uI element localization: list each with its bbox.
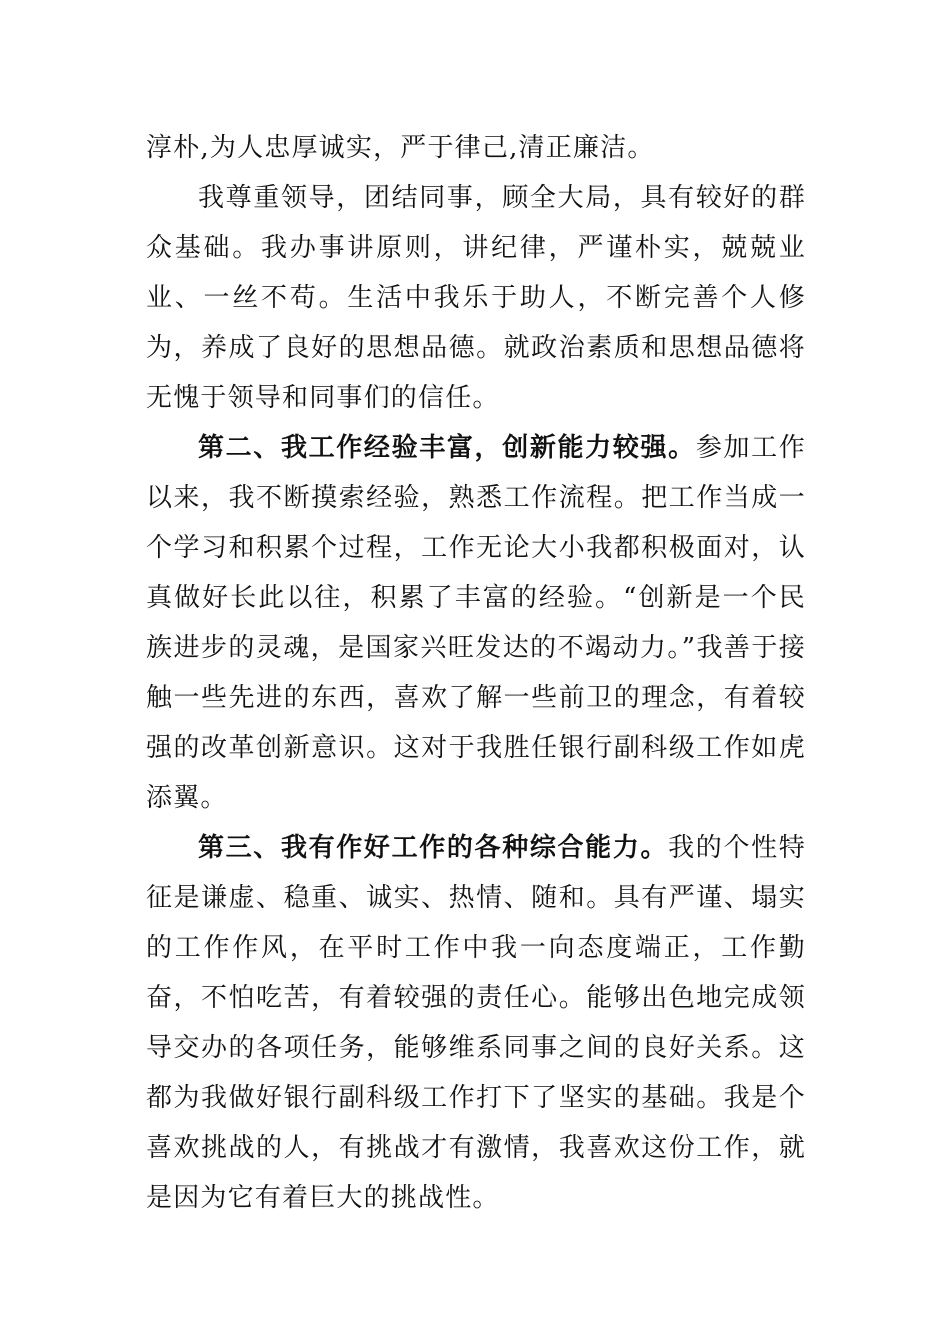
paragraph-3-lead: 第二、我工作经验丰富，创新能力较强。 (198, 433, 696, 463)
paragraph-4-text: 我的个性特征是谦虚、稳重、诚实、热情、随和。具有严谨、塌实的工作作风，在平时工作中我一向态度端正，工作勤奋，不怕吃苦，有着较强的责任心。能够出色地完成领导交办的各项任务，能够维系同事之间的良好关系。这都为我做好银行副科级工作打下了坚实的基础。我是个喜欢挑战的人，有挑战才有激情，我喜欢这份工作，就是因为它有着巨大的挑战性。 (146, 833, 806, 1213)
paragraph-3-text: 参加工作以来，我不断摸索经验，熟悉工作流程。把工作当成一个学习和积累个过程，工作无论大小我都积极面对，认真做好长此以往，积累了丰富的经验。“创新是一个民族进步的灵魂，是国家兴旺发达的不竭动力。”我善于接触一些先进的东西，喜欢了解一些前卫的理念，有着较强的改革创新意识。这对于我胜任银行副科级工作如虎添翼。 (146, 433, 806, 813)
paragraph-4 (146, 823, 806, 1223)
paragraph-3 (146, 423, 806, 823)
document-body (146, 123, 806, 1223)
paragraph-1 (146, 123, 806, 173)
paragraph-2-text: 我尊重领导，团结同事，顾全大局，具有较好的群众基础。我办事讲原则，讲纪律，严谨朴实，兢兢业业、一丝不苟。生活中我乐于助人，不断完善个人修为，养成了良好的思想品德。就政治素质和思想品德将无愧于领导和同事们的信任。 (146, 183, 806, 413)
paragraph-2 (146, 173, 806, 423)
paragraph-4-lead: 第三、我有作好工作的各种综合能力。 (198, 833, 669, 863)
paragraph-1-text: 淳朴,为人忠厚诚实，严于律己,清正廉洁。 (146, 133, 655, 163)
